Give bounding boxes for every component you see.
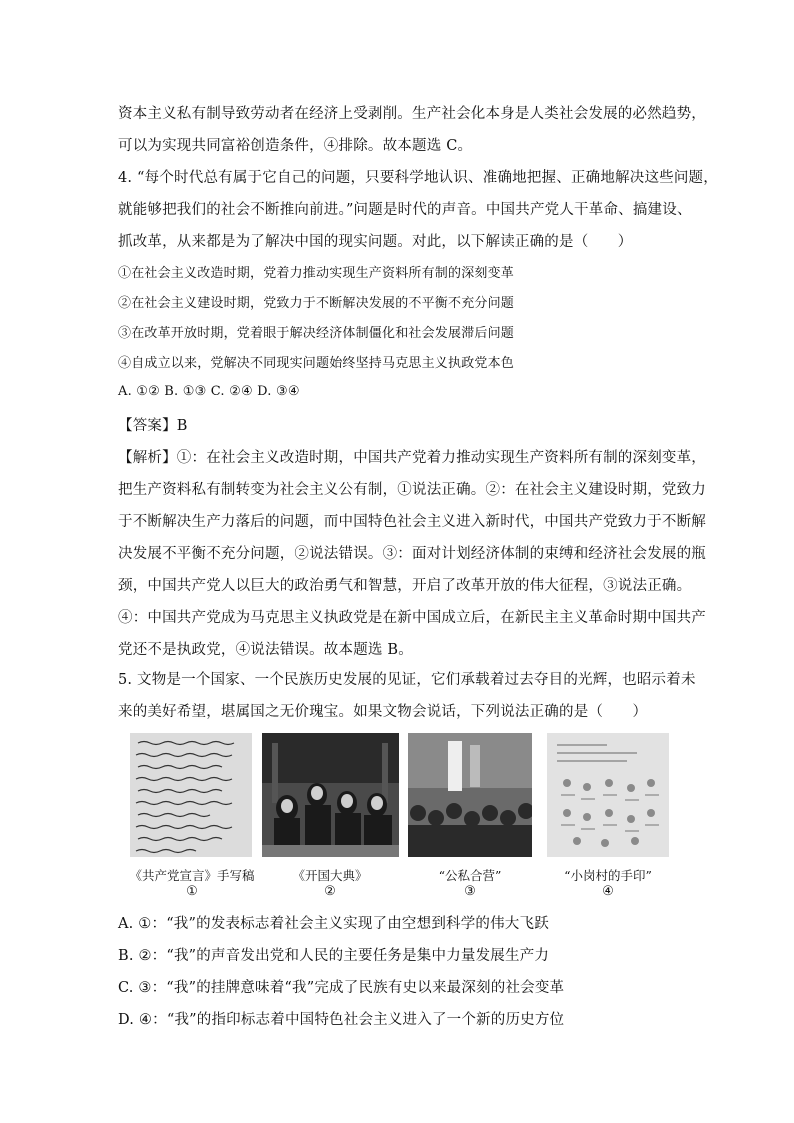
text-line: 资本主义私有制导致劳动者在经济上受剥削。生产社会化本身是人类社会发展的必然趋势， xyxy=(118,106,706,122)
question-5-stem: 来的美好希望，堪属国之无价瑰宝。如果文物会说话，下列说法正确的是（ ） xyxy=(118,704,648,720)
analysis-line: 决发展不平衡不充分问题，②说法错误。③：面对计划经济体制的束缚和经济社会发展的瓶 xyxy=(118,546,706,562)
analysis-line: 颈，中国共产党人以巨大的政治勇气和智慧，开启了改革开放的伟大征程，③说法正确。 xyxy=(118,578,692,594)
text-line: 可以为实现共同富裕创造条件，④排除。故本题选 C。 xyxy=(118,138,473,154)
question-4-stem: 就能够把我们的社会不断推向前进。”问题是时代的声音。中国共产党人干革命、搞建设、 xyxy=(118,202,692,218)
answer-choices: A. ①② B. ①③ C. ②④ D. ③④ xyxy=(118,384,300,399)
analysis-line: 党还不是执政党，④说法错误。故本题选 B。 xyxy=(118,642,413,658)
figure-caption: 《开国大典》 xyxy=(292,868,368,883)
analysis-line: ④：中国共产党成为马克思主义执政党是在新中国成立后，在新民主主义革命时期中国共产 xyxy=(118,610,706,626)
analysis-line: 【解析】①：在社会主义改造时期，中国共产党着力推动实现生产资料所有制的深刻变革， xyxy=(118,450,706,466)
analysis-line: 于不断解决生产力落后的问题，而中国特色社会主义进入新时代，中国共产党致力于不断解 xyxy=(118,514,706,530)
question-4-stem: 抓改革，从来都是为了解决中国的现实问题。对此，以下解读正确的是（ ） xyxy=(118,234,633,250)
question-4-stem: 4. “每个时代总有属于它自己的问题，只要科学地认识、准确地把握、正确地解决这些问题， xyxy=(118,170,718,186)
option-3: ③在改革开放时期，党着眼于解决经济体制僵化和社会发展滞后问题 xyxy=(118,326,515,341)
option-1: ①在社会主义改造时期，党着力推动实现生产资料所有制的深刻变革 xyxy=(118,266,515,281)
question-5-option-a: A. ①：“我”的发表标志着社会主义实现了由空想到科学的伟大飞跃 xyxy=(118,916,549,932)
figure-number: ② xyxy=(324,884,336,899)
manuscript-image xyxy=(130,733,252,857)
option-2: ②在社会主义建设时期，党致力于不断解决发展的不平衡不充分问题 xyxy=(118,296,515,311)
question-5-option-d: D. ④：“我”的指印标志着中国特色社会主义进入了一个新的历史方位 xyxy=(118,1012,565,1028)
founding-ceremony-photo xyxy=(262,733,399,857)
handprint-document-image xyxy=(547,733,669,857)
question-5-option-b: B. ②：“我”的声音发出党和人民的主要任务是集中力量发展生产力 xyxy=(118,948,550,964)
figure-number: ③ xyxy=(464,884,476,899)
figure-number: ① xyxy=(186,884,198,899)
question-5-stem: 5. 文物是一个国家、一个民族历史发展的见证，它们承载着过去夺目的光辉，也昭示着未 xyxy=(118,672,696,688)
figure-caption: 《共产党宣言》手写稿 xyxy=(129,868,255,883)
joint-enterprise-photo xyxy=(408,733,532,857)
figure-caption: “小岗村的手印” xyxy=(564,868,652,883)
question-5-option-c: C. ③：“我”的挂牌意味着“我”完成了民族有史以来最深刻的社会变革 xyxy=(118,980,565,996)
figure-caption: “公私合营” xyxy=(438,868,502,883)
answer-label: 【答案】B xyxy=(118,418,188,434)
figure-number: ④ xyxy=(602,884,614,899)
option-4: ④自成立以来，党解决不同现实问题始终坚持马克思主义执政党本色 xyxy=(118,356,515,371)
analysis-line: 把生产资料私有制转变为社会主义公有制，①说法正确。②：在社会主义建设时期，党致力 xyxy=(118,482,706,498)
